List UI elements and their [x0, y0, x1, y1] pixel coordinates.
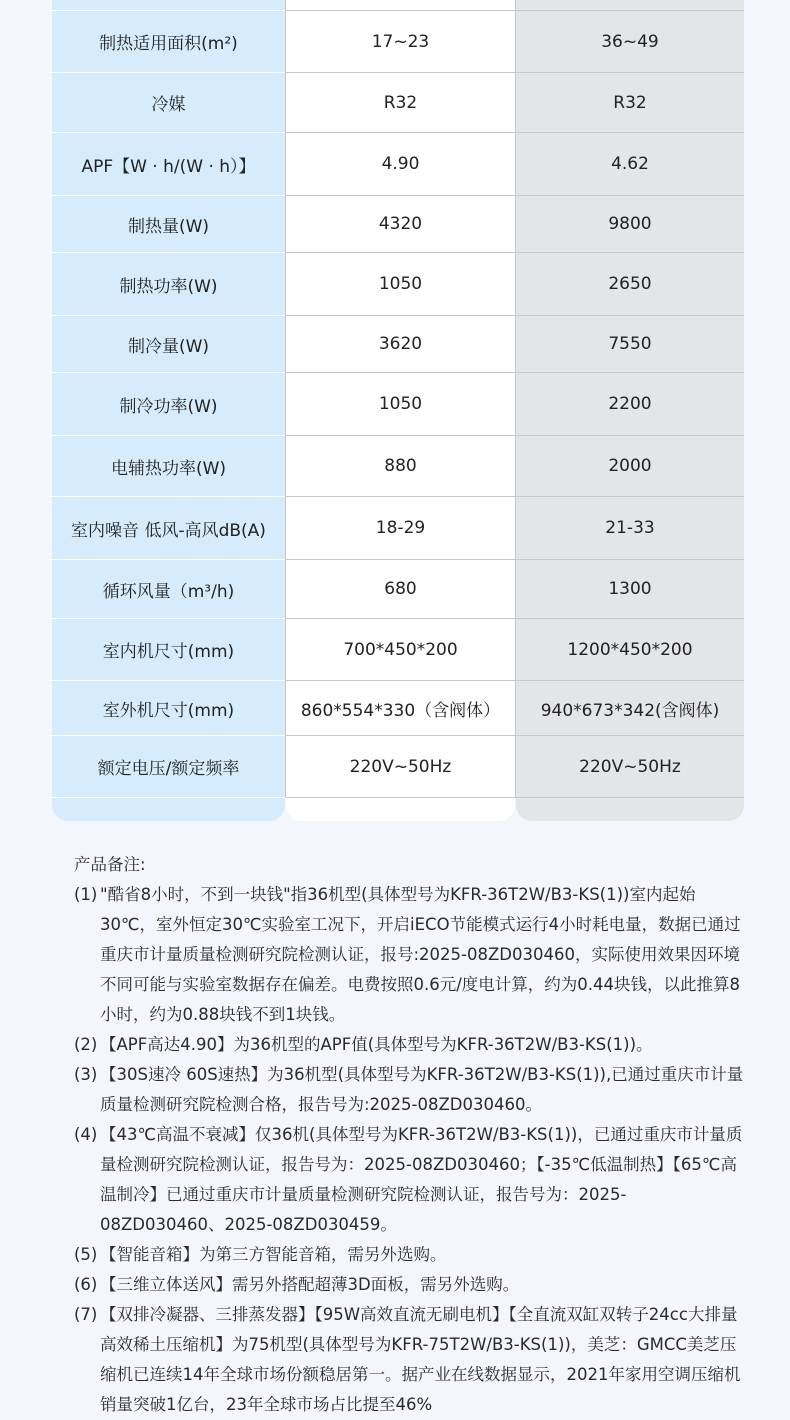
- spec-row: [52, 497, 744, 560]
- note-text: "酷省8小时，不到一块钱"指36机型(具体型号为KFR-36T2W/B3-KS(1))室内起始30℃，室外恒定30℃实验室工况下，开启iECO节能模式运行4小时耗电量，数据已通过重庆市计量质量检测研究院检测认证，报号:2025-08ZD030460，实际使用效果因环境不同可能与实验室数据存在偏差。电费按照0.6元/度电计算，约为0.44块钱，以此推算8小时，约为0.88块钱不到1块钱。: [100, 885, 741, 1024]
- spec-row: [52, 619, 744, 681]
- note-item: [74, 1300, 744, 1420]
- spec-value-36: 880: [285, 436, 515, 497]
- spec-value-75: 940*673*342(含阀体): [515, 681, 744, 736]
- spec-value-75: 7550: [515, 316, 744, 373]
- note-number: (5): [74, 1245, 98, 1264]
- spec-value-75: 220V~50Hz: [515, 736, 744, 798]
- spec-row: [52, 196, 744, 253]
- note-text: 【APF高达4.90】为36机型的APF值(具体型号为KFR-36T2W/B3-KS(1))。: [100, 1035, 653, 1054]
- spec-label: [52, 0, 285, 11]
- spec-value-75: 4.62: [515, 133, 744, 196]
- spec-value-36: 680: [285, 560, 515, 619]
- note-text: 【三维立体送风】需另外搭配超薄3D面板，需另外选购。: [100, 1275, 520, 1294]
- note-text: 【智能音箱】为第三方智能音箱，需另外选购。: [100, 1245, 447, 1264]
- spec-label: 循环风量（m³/h): [52, 560, 285, 619]
- spec-label: APF【W · h/(W · h）】: [52, 133, 285, 196]
- spec-value-75: 1300: [515, 560, 744, 619]
- note-item: [74, 1060, 744, 1120]
- spec-value-75: [515, 0, 744, 11]
- spec-row: [52, 316, 744, 373]
- spec-value-36: 220V~50Hz: [285, 736, 515, 798]
- spec-table: [52, 0, 744, 821]
- spec-label: 电辅热功率(W): [52, 436, 285, 497]
- spec-value-36: 700*450*200: [285, 619, 515, 681]
- spec-row: [52, 736, 744, 798]
- note-item: [74, 880, 744, 1030]
- spec-value-75: R32: [515, 73, 744, 133]
- spec-label: 额定电压/额定频率: [52, 736, 285, 798]
- note-number: (3): [74, 1065, 98, 1084]
- product-notes: [74, 850, 744, 1420]
- spec-value-36: [285, 0, 515, 11]
- spec-row: [52, 373, 744, 436]
- spec-row: [52, 11, 744, 73]
- spec-value-36: 1050: [285, 373, 515, 436]
- spec-value-36: 4.90: [285, 133, 515, 196]
- spec-value-36: 17~23: [285, 11, 515, 73]
- spec-label: 制冷功率(W): [52, 373, 285, 436]
- spec-value-75: 2650: [515, 253, 744, 316]
- spec-value-36: 3620: [285, 316, 515, 373]
- spec-grid: [52, 0, 744, 798]
- spec-value-75: 2000: [515, 436, 744, 497]
- spec-row: [52, 560, 744, 619]
- notes-list: [74, 880, 744, 1420]
- spec-row: [52, 73, 744, 133]
- spec-label: 室内噪音 低风-高风dB(A): [52, 497, 285, 560]
- spec-value-36: 1050: [285, 253, 515, 316]
- note-text: 【30S速冷 60S速热】为36机型(具体型号为KFR-36T2W/B3-KS(1)),已通过重庆市计量质量检测研究院检测合格，报告号为:2025-08ZD030460。: [100, 1065, 744, 1114]
- note-number: (4): [74, 1125, 98, 1144]
- spec-label: 室外机尺寸(mm): [52, 681, 285, 736]
- spec-label: 冷媒: [52, 73, 285, 133]
- spec-value-75: 21-33: [515, 497, 744, 560]
- spec-label: 制热量(W): [52, 196, 285, 253]
- spec-value-36: 18-29: [285, 497, 515, 560]
- spec-value-75: 2200: [515, 373, 744, 436]
- note-item: [74, 1030, 744, 1060]
- note-number: (7): [74, 1305, 98, 1324]
- spec-row: [52, 133, 744, 196]
- spec-value-75: 1200*450*200: [515, 619, 744, 681]
- note-number: (2): [74, 1035, 98, 1054]
- note-item: [74, 1240, 744, 1270]
- note-text: 【双排冷凝器、三排蒸发器】【95W高效直流无刷电机】【全直流双缸双转子24cc大排量高效稀土压缩机】为75机型(具体型号为KFR-75T2W/B3-KS(1))，美芝：GMCC美芝压缩机已连续14年全球市场份额稳居第一。据产业在线数据显示，2021年家用空调压缩机销量突破1亿台，23年全球市场占比提至46%: [100, 1305, 741, 1414]
- spec-row: [52, 253, 744, 316]
- spec-label: 制热适用面积(m²): [52, 11, 285, 73]
- note-number: (1): [74, 885, 98, 904]
- notes-title: 产品备注:: [74, 855, 146, 874]
- spec-value-75: 9800: [515, 196, 744, 253]
- note-number: (6): [74, 1275, 98, 1294]
- spec-row: [52, 681, 744, 736]
- spec-value-36: 860*554*330（含阀体）: [285, 681, 515, 736]
- spec-value-36: 4320: [285, 196, 515, 253]
- spec-label: 制冷量(W): [52, 316, 285, 373]
- note-item: [74, 1270, 744, 1300]
- spec-row: [52, 436, 744, 497]
- note-text: 【43℃高温不衰减】仅36机(具体型号为KFR-36T2W/B3-KS(1))，已通过重庆市计量质量检测研究院检测认证，报告号为：2025-08ZD030460；【-35℃低温制热】【65℃高温制冷】已通过重庆市计量质量检测研究院检测认证，报告号为：2025-08ZD030460、2025-08ZD030459。: [100, 1125, 743, 1234]
- note-item: [74, 1120, 744, 1240]
- spec-value-36: R32: [285, 73, 515, 133]
- spec-label: 制热功率(W): [52, 253, 285, 316]
- spec-value-75: 36~49: [515, 11, 744, 73]
- spec-label: 室内机尺寸(mm): [52, 619, 285, 681]
- spec-row: [52, 0, 744, 11]
